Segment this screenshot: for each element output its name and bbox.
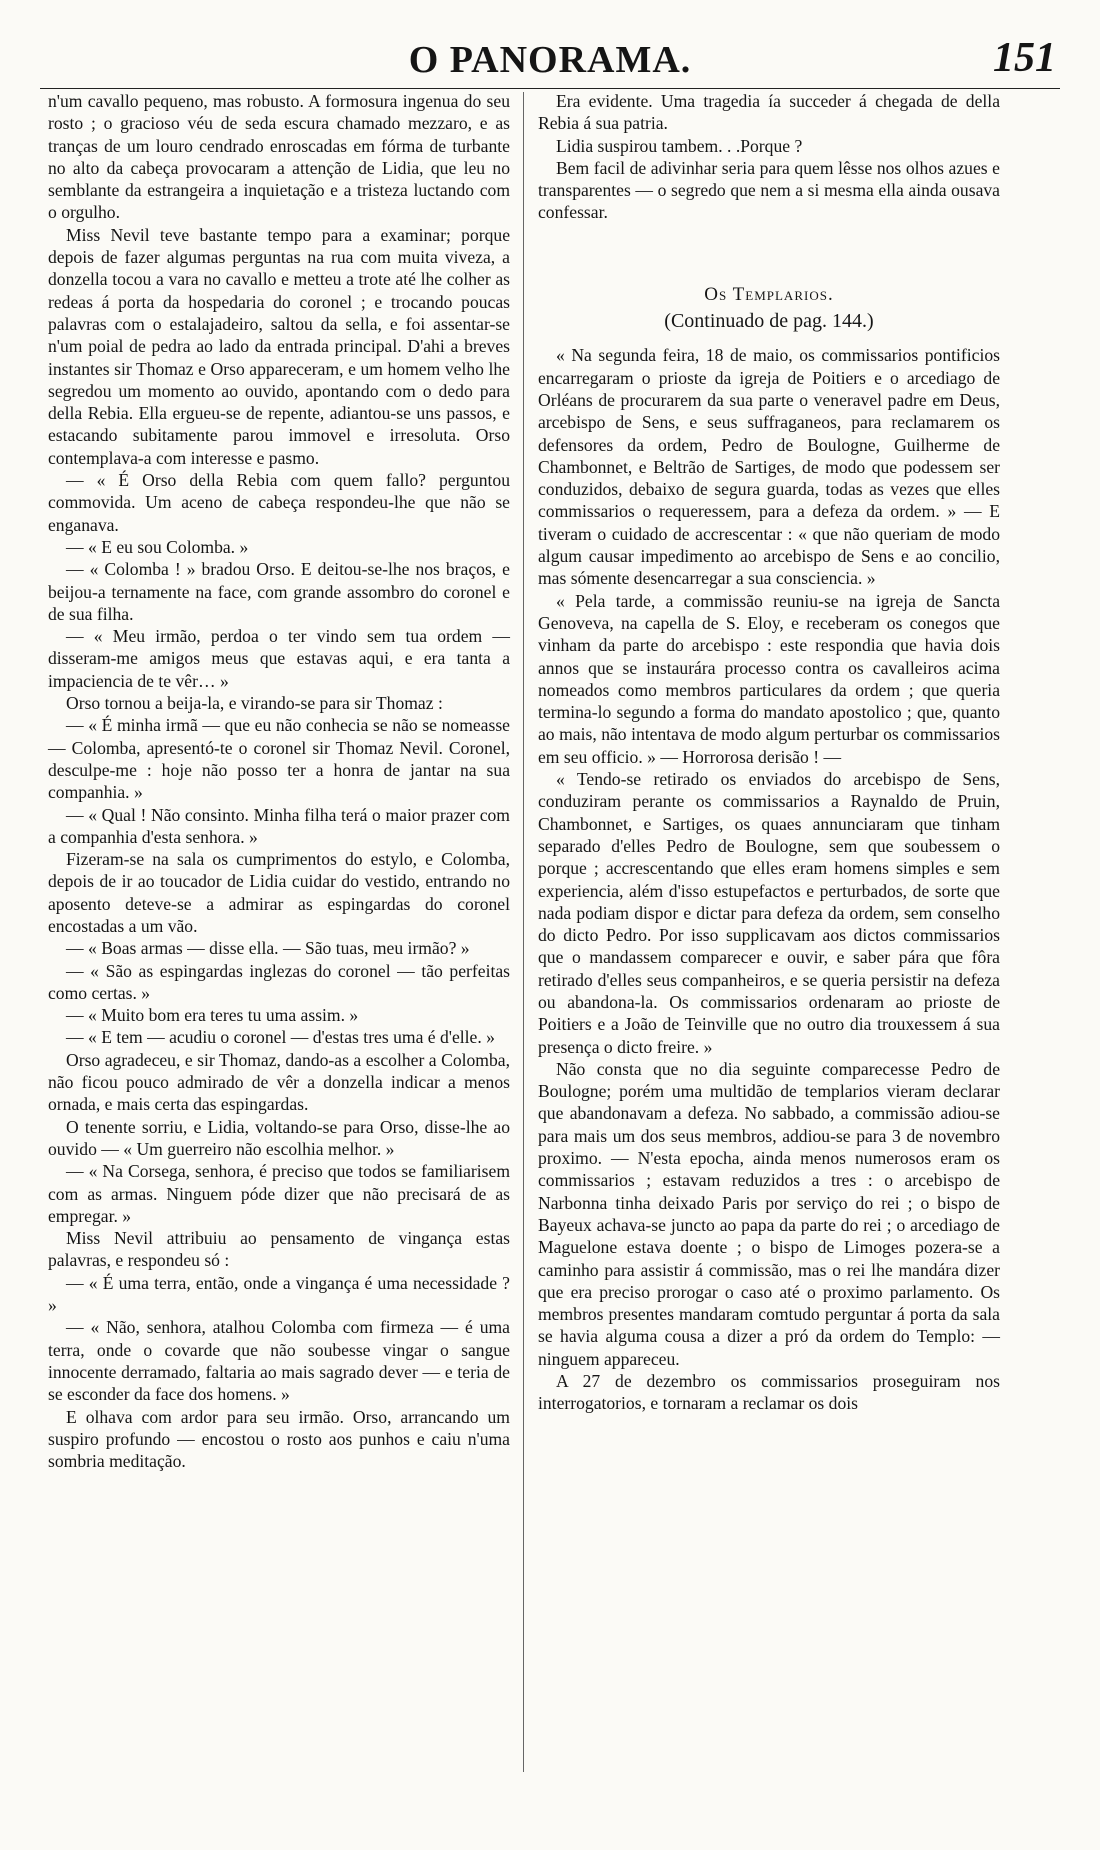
paragraph: n'um cavallo pequeno, mas robusto. A formosura ingenua do seu rosto ; o gracioso véu de seda escura chamado mezzaro, e as tranças de um louro cendrado enroscadas em fórma de turbante no alto da cabeça provocaram a attenção de Lidia, que leu no semblante da estrangeira a inquietação e a tristeza luctando com o orgulho. [48, 91, 510, 223]
article-title: Os Templarios. [704, 283, 834, 305]
paragraph: Orso agradeceu, e sir Thomaz, dando-as a escolher a Colomba, não ficou pouco admirado de vêr a donzella indicar a menos ornada, e mais certa das espingardas. [48, 1049, 510, 1115]
article-subtitle: (Continuado de pag. 144.) [664, 310, 874, 333]
paragraph: « Na segunda feira, 18 de maio, os commissarios pontificios encarregaram o prioste da igreja de Poitiers e o arcediago de Orléans de procurarem da sua parte o veneravel padre em Deus, arcebispo de Sens, e seus suffraganeos, para reclamarem os defensores da ordem, Pedro de Boulogne, Guilherme de Chambonnet, e Beltrão de Sartiges, de modo que podessem ser conduzidos, debaixo de segura guarda, todas as vezes que elles commissarios o requeressem, para a defeza da ordem. » — E tiveram o cuidado de accrescentar : « que não queriam de modo algum causar impedimento ao arcebispo de Sens e ao concilio, mas sómente desencarregar a sua consciencia. » [538, 345, 1000, 589]
paragraph: Bem facil de adivinhar seria para quem lêsse nos olhos azues e transparentes — o segredo que nem a si mesma ella ainda ousava confessar. [538, 157, 1000, 223]
dialogue-line: — « É uma terra, então, onde a vingança é uma necessidade ? » [48, 1272, 510, 1316]
left-column [48, 90, 510, 1472]
paragraph: A 27 de dezembro os commissarios proseguiram nos interrogatorios, e tornaram a reclamar os dois [538, 1371, 1000, 1414]
dialogue-line: — « Não, senhora, atalhou Colomba com firmeza — é uma terra, onde o covarde que não soubesse vingar o sangue innocente derramado, faltaria ao mais sagrado dever — e teria de se esconder da face dos homens. » [48, 1317, 510, 1405]
dialogue-line: — « Meu irmão, perdoa o ter vindo sem tua ordem — disseram-me amigos meus que estavas aqui, e era tanta a impaciencia de te vêr… » [48, 626, 510, 691]
dialogue-line: — « E eu sou Colomba. » [66, 536, 249, 557]
section-spacer [538, 224, 1000, 272]
dialogue-line: — « Colomba ! » bradou Orso. E deitou-se-lhe nos braços, e beijou-a ternamente na face, com grande assombro do coronel e de sua filha. [48, 559, 510, 624]
paragraph: Lidia suspirou tambem. . .Porque ? [556, 135, 803, 156]
page-header [40, 30, 1060, 89]
paragraph: Miss Nevil attribuiu ao pensamento de vingança estas palavras, e respondeu só : [48, 1228, 510, 1271]
dialogue-line: — « Na Corsega, senhora, é preciso que todos se familiarisem com as armas. Ninguem póde dizer que não precisará de as empregar. » [48, 1161, 510, 1226]
paragraph: Não consta que no dia seguinte comparecesse Pedro de Boulogne; porém uma multidão de templarios vieram declarar que abandonavam a defeza. No sabbado, a commissão adiou-se para mais um dos seus membros, addiou-se para 3 de novembro proximo. — N'esta epocha, ainda menos numerosos eram os commissarios ; estavam reduzidos a tres : o arcebispo de Narbonna tinha deixado Paris por serviço do rei ; o bispo de Bayeux achava-se juncto ao papa da parte do rei ; o arcediago de Maguelone estava doente ; o bispo de Limoges pozera-se a caminho para assistir á commissão, mas o rei lhe mandára dizer que era preciso prorogar o caso até o proximo parlamento. Os membros presentes mandaram comtudo perguntar á porta da sala se havia alguma cousa a dizer a pró da ordem do Templo: — ninguem appareceu. [538, 1058, 1000, 1369]
masthead-title: O PANORAMA. [408, 39, 692, 81]
dialogue-line: — « É Orso della Rebia com quem fallo? perguntou commovida. Um aceno de cabeça respondeu-lhe que não se enganava. [48, 470, 510, 535]
paragraph: Era evidente. Uma tragedia ía succeder á chegada de della Rebia á sua patria. [538, 91, 1000, 134]
paragraph: « Tendo-se retirado os enviados do arcebispo de Sens, conduziram perante os commissarios a Raynaldo de Pruin, Chambonnet, e Sartiges, os quaes annunciaram que tinham separado d'elles Pedro de Boulogne, sem que soubessem o porque ; accrescentando que elles eram homens simples e sem experiencia, além d'isso estupefactos e perturbados, de sorte que nada podiam dispor e dictar para defeza da ordem, sem conselho do dicto Pedro. Por isso supplicavam aos dictos commissarios que o mandassem comparecer e ouvir, e saber pára que fôra retirado d'elles seus companheiros, e se queria persistir na defeza ou abandona-la. Os commissarios ordenaram ao prioste de Poitiers e a João de Teinville que no outro dia trouxessem á sua presença o dicto freire. » [538, 769, 1000, 1057]
dialogue-line: — « São as espingardas inglezas do coronel — tão perfeitas como certas. » [48, 960, 510, 1003]
paragraph: Miss Nevil teve bastante tempo para a examinar; porque depois de fazer algumas perguntas na rua com muita viveza, a donzella tocou a vara no cavallo e metteu a trote até lhe colher as redeas á porta da hospedaria do coronel ; e trocando poucas palavras com o estalajadeiro, saltou da sella, e foi assentar-se n'um poial de pedra ao lado da entrada principal. D'ahi a breves instantes sir Thomaz e Orso appareceram, e um homem velho lhe segredou um momento ao ouvido, apontando com o dedo para della Rebia. Ella ergueu-se de repente, adiantou-se uns passos, e estacando subitamente parou immovel e irresoluta. Orso contemplava-a com interesse e pasmo. [48, 224, 510, 468]
dialogue-line: — « Muito bom era teres tu uma assim. » [66, 1005, 359, 1026]
dialogue-line: — « E tem — acudiu o coronel — d'estas tres uma é d'elle. » [66, 1027, 495, 1048]
column-divider [523, 92, 524, 1772]
page-number: 151 [993, 35, 1056, 81]
dialogue-line: — « É minha irmã — que eu não conhecia se não se nomeasse — Colomba, apresentó-te o coronel sir Thomaz Nevil. Coronel, desculpe-me : hoje não posso ter a honra de jantar na sua companhia. » [48, 715, 510, 803]
paragraph: Fizeram-se na sala os cumprimentos do estylo, e Colomba, depois de ir ao toucador de Lidia cuidar do vestido, entrando no aposento deteve-se a admirar as espingardas do coronel encostadas a um vão. [48, 849, 510, 936]
dialogue-line: — « Boas armas — disse ella. — São tuas, meu irmão? » [66, 938, 470, 959]
paragraph: Orso tornou a beija-la, e virando-se para sir Thomaz : [66, 693, 443, 714]
paragraph: O tenente sorriu, e Lidia, voltando-se para Orso, disse-lhe ao ouvido — « Um guerreiro não escolhia melhor. » [48, 1116, 510, 1159]
paragraph: « Pela tarde, a commissão reuniu-se na igreja de Sancta Genoveva, na capella de S. Eloy, e receberam os conegos que vinham da parte do arcebispo : este respondia que havia dois annos que se instaurára processo contra os cavalleiros acima nomeados como membros particulares da ordem ; que queria termina-lo segundo a forma do mandato apostolico ; que, quanto ao mais, não intentava de modo algum perturbar os commissarios em seu officio. » — Horrorosa derisão ! — [538, 590, 1000, 767]
dialogue-line: — « Qual ! Não consinto. Minha filha terá o maior prazer com a companhia d'esta senhora. » [48, 804, 510, 847]
paragraph: E olhava com ardor para seu irmão. Orso, arrancando um suspiro profundo — encostou o rosto aos punhos e caiu n'uma sombria meditação. [48, 1406, 510, 1472]
right-column [538, 90, 1000, 1415]
